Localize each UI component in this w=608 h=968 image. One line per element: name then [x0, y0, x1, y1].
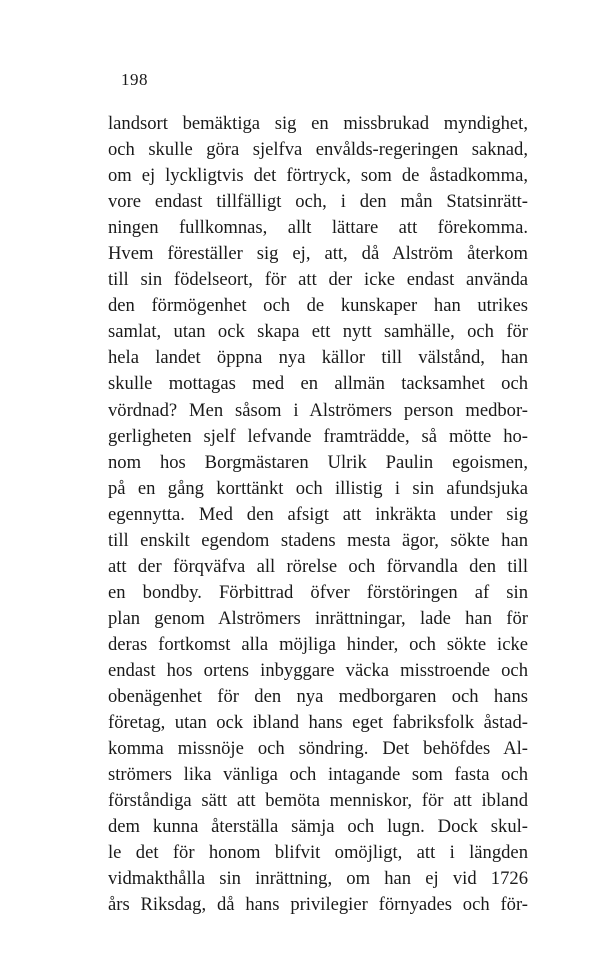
text-line: års Riksdag, då hans privilegier förnyades och för- — [108, 894, 528, 916]
text-line: om ej lyckligtvis det förtryck, som de åstadkomma, — [108, 165, 528, 187]
text-line: egennytta. Med den afsigt att inkräkta under sig — [108, 503, 528, 525]
text-line: samlat, utan ock skapa ett nytt samhälle, och för — [108, 321, 528, 343]
text-line: vidmakthålla sin inrättning, om han ej vid 1726 — [108, 868, 528, 890]
text-line: strömers lika vänliga och intagande som fasta och — [108, 764, 528, 786]
text-line: le det för honom blifvit omöjligt, att i längden — [108, 842, 528, 864]
text-line: komma missnöje och söndring. Det behöfdes Al- — [108, 738, 528, 760]
text-line: hela landet öppna nya källor till välstånd, han — [108, 347, 528, 369]
body-text — [108, 111, 528, 918]
text-line: deras fortkomst alla möjliga hinder, och sökte icke — [108, 633, 528, 655]
text-line: plan genom Alströmers inrättningar, lade han för — [108, 607, 528, 629]
text-line: vore endast tillfälligt och, i den mån Statsinrätt- — [108, 191, 528, 213]
text-line: till enskilt egendom stadens mesta ägor, sökte han — [108, 529, 528, 551]
text-line: gerligheten sjelf lefvande framträdde, så mötte ho- — [108, 425, 528, 447]
text-line: en bondby. Förbittrad öfver förstöringen af sin — [108, 581, 528, 603]
text-line: ningen fullkomnas, allt lättare att förekomma. — [108, 217, 528, 239]
text-line: obenägenhet för den nya medborgaren och hans — [108, 686, 528, 708]
page-number: 198 — [121, 70, 148, 89]
text-line: till sin födelseort, för att der icke endast använda — [108, 269, 528, 291]
text-line: och skulle göra sjelfva envålds-regeringen saknad, — [108, 139, 528, 161]
text-line: nom hos Borgmästaren Ulrik Paulin egoismen, — [108, 451, 528, 473]
text-line: på en gång korttänkt och illistig i sin afundsjuka — [108, 477, 528, 499]
text-line: förståndiga sätt att bemöta menniskor, för att ibland — [108, 790, 528, 812]
text-line: dem kunna återställa sämja och lugn. Dock skul- — [108, 816, 528, 838]
text-line: den förmögenhet och de kunskaper han utrikes — [108, 295, 528, 317]
text-line: landsort bemäktiga sig en missbrukad myndighet, — [108, 113, 528, 134]
text-line: vördnad? Men såsom i Alströmers person medbor- — [108, 399, 528, 421]
text-line: skulle mottagas med en allmän tacksamhet och — [108, 373, 528, 395]
text-line: endast hos ortens inbyggare väcka misstroende och — [108, 659, 528, 681]
text-line: Hvem föreställer sig ej, att, då Alström återkom — [108, 243, 528, 265]
text-line: att der förqväfva all rörelse och förvandla den till — [108, 555, 528, 577]
text-line: företag, utan ock ibland hans eget fabriksfolk åstad- — [108, 712, 528, 734]
